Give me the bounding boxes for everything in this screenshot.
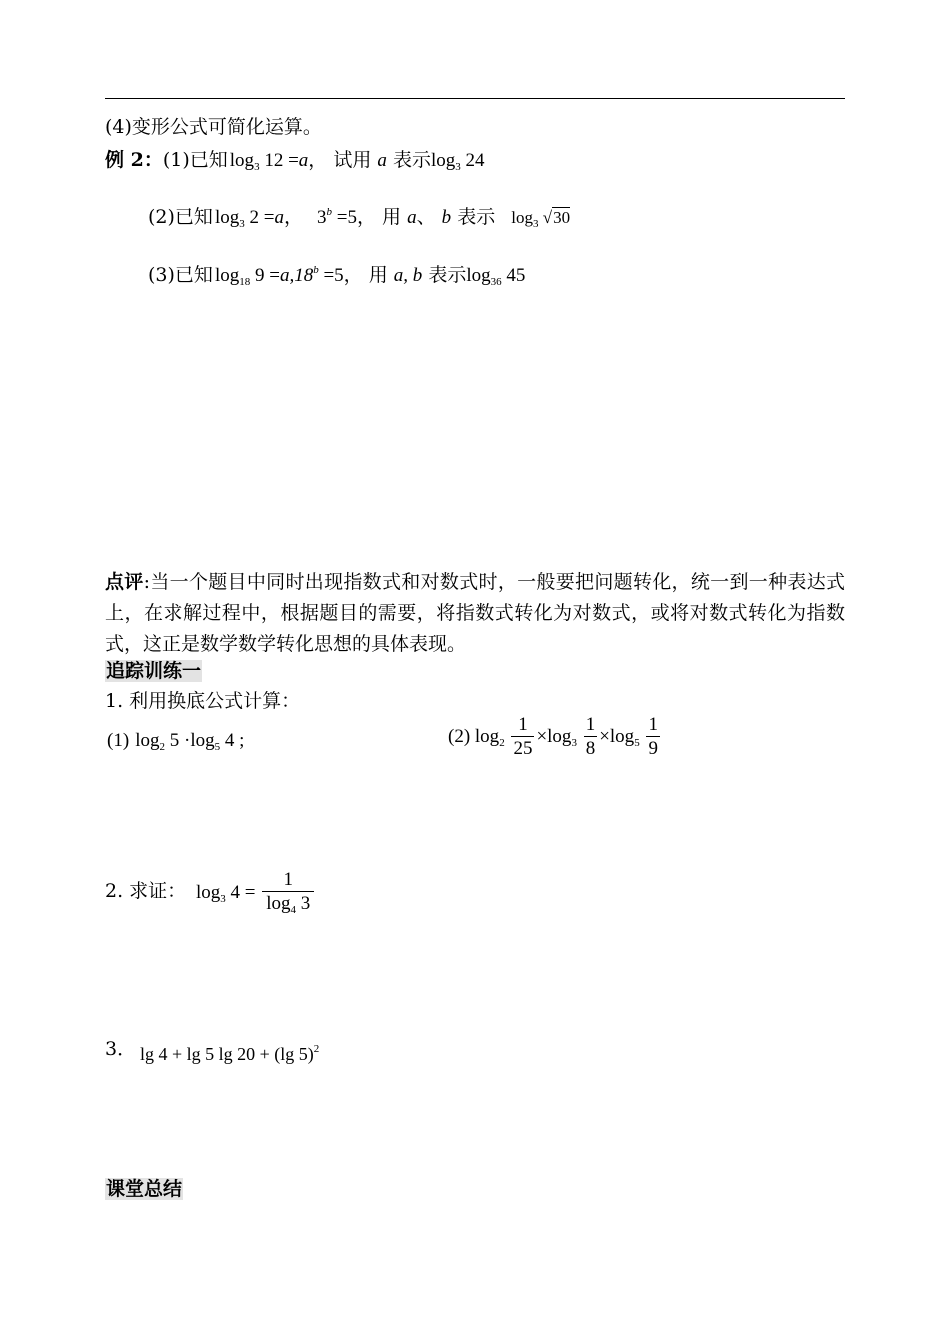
question-3-formula: lg 4 + lg 5 lg 20 + (lg 5)$^2$ (140, 1043, 320, 1064)
formula: $\log_3 12 =a$ (229, 150, 309, 173)
formula: $\log_3 2 =a$ (214, 207, 284, 230)
formula: $\log_2 5 \cdot\log_5$ 4 ; (135, 730, 245, 753)
example2-part1: 例 2：(1)已知 $\log_3 12 =a$， 试用 a 表示$\log_3 24$ (105, 149, 485, 173)
example2-part2: (2)已知 $\log_3 2 =a$， 3$^b$ =5， 用 a、 b 表示 $\log_3 √30$ (148, 206, 571, 230)
example2-part3: (3)已知 $\log_{18} 9 =a,18^b =5$， 用 a, b 表示$\log_{36} 45$ (148, 264, 526, 288)
fraction: $\frac{1}{\log_4 3}$ (262, 869, 314, 918)
question-2-label: 2. 求证： (105, 880, 187, 902)
question-3-label: 3． (105, 1038, 137, 1060)
header-rule (105, 98, 845, 99)
comment-label: 点评 (105, 571, 144, 593)
formula: $\log_{36} 45$ (466, 265, 526, 288)
formula: $\log_3 24$ (430, 150, 485, 173)
example2-label: 例 2： (105, 149, 163, 171)
formula: 3$^b$ =5 (317, 206, 357, 228)
question-1b: (2) $\log_2$ $\frac{1}{25}$ $\times\log_3$ $\frac{1}{8}$ $\times\log_5$ $\frac{1}{9}$ (448, 714, 658, 759)
fraction: $\frac{1}{9}$ (648, 714, 658, 759)
question-1-label: 1. 利用换底公式计算： (105, 690, 301, 712)
summary-title: 课堂总结 (106, 1178, 183, 1200)
fraction: $\frac{1}{8}$ (585, 714, 596, 759)
formula: $\log_3 √30$ (511, 208, 571, 230)
question-2-formula: $\log_3 4$ = $\frac{1}{\log_4 3}$ (196, 869, 316, 918)
comment-paragraph: 点评:当一个题目中同时出现指数式和对数式时，一般要把问题转化，统一到一种表达式上，在求解过程中，根据题目的需要，将指数式转化为对数式，或将对数式转化为指数式，这正是数学数学转化思想的具体表现。 (105, 571, 845, 655)
header-text: (4)变形公式可简化运算。 (105, 116, 322, 138)
formula: $\log_{18} 9 =a,18^b =5$ (214, 264, 344, 288)
fraction: $\frac{1}{25}$ (513, 714, 533, 759)
question-1a: (1) $\log_2 5 \cdot\log_5$ 4 ; (107, 730, 245, 753)
practice-title: 追踪训练一 (106, 660, 202, 682)
